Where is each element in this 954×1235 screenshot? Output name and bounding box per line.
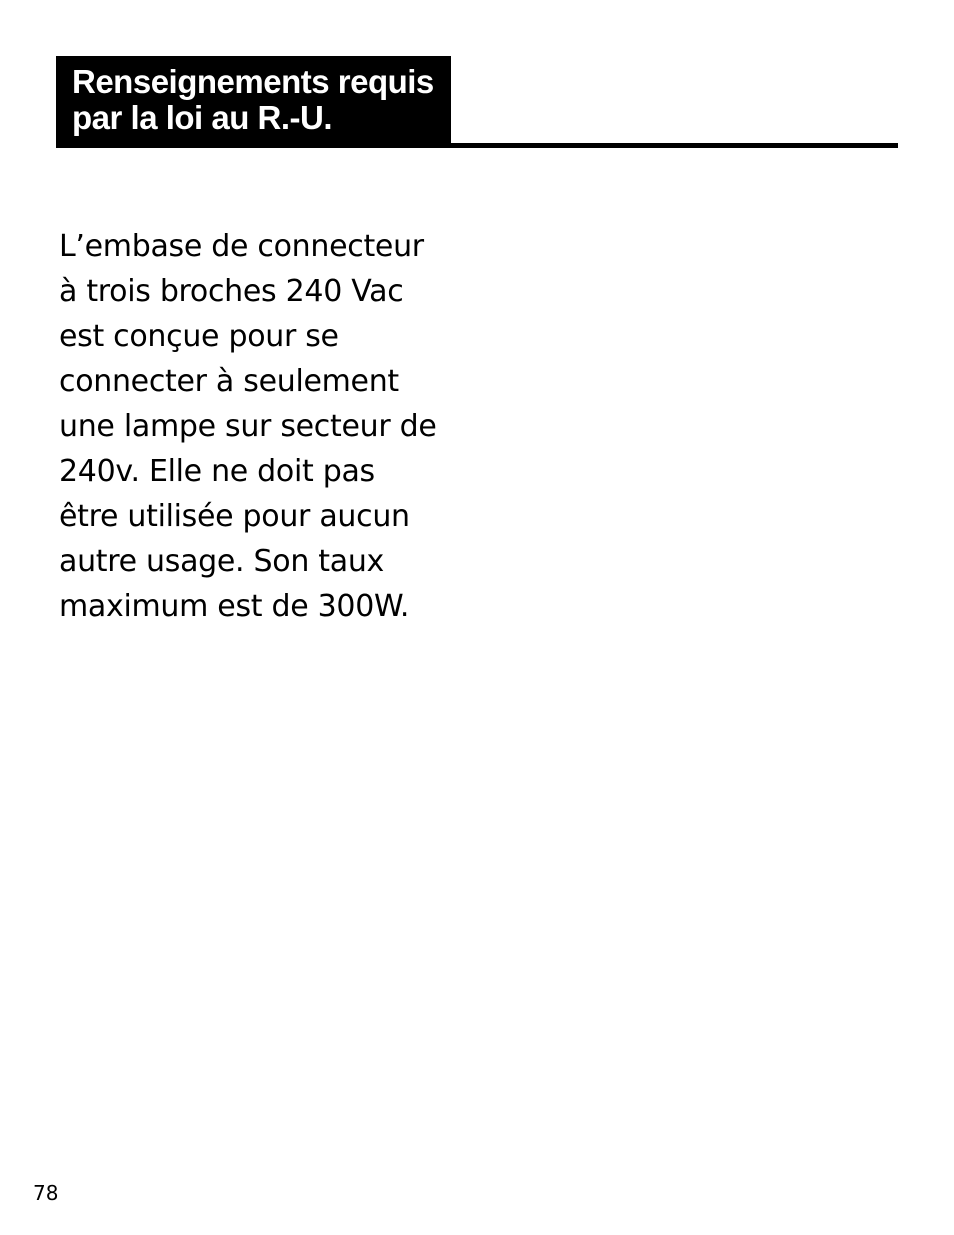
header-divider — [56, 143, 898, 148]
page-number: 78 — [33, 1181, 59, 1205]
section-header — [56, 56, 451, 146]
body-paragraph: L’embase de connecteur à trois broches 240 Vac est conçue pour se connecter à seulement une lampe sur secteur de 240v. Elle ne doit pas être utilisée pour aucun autre usage. Son taux maximum est de 300W. — [59, 229, 437, 624]
section-title: Renseignements requis par la loi au R.-U. — [72, 63, 434, 136]
